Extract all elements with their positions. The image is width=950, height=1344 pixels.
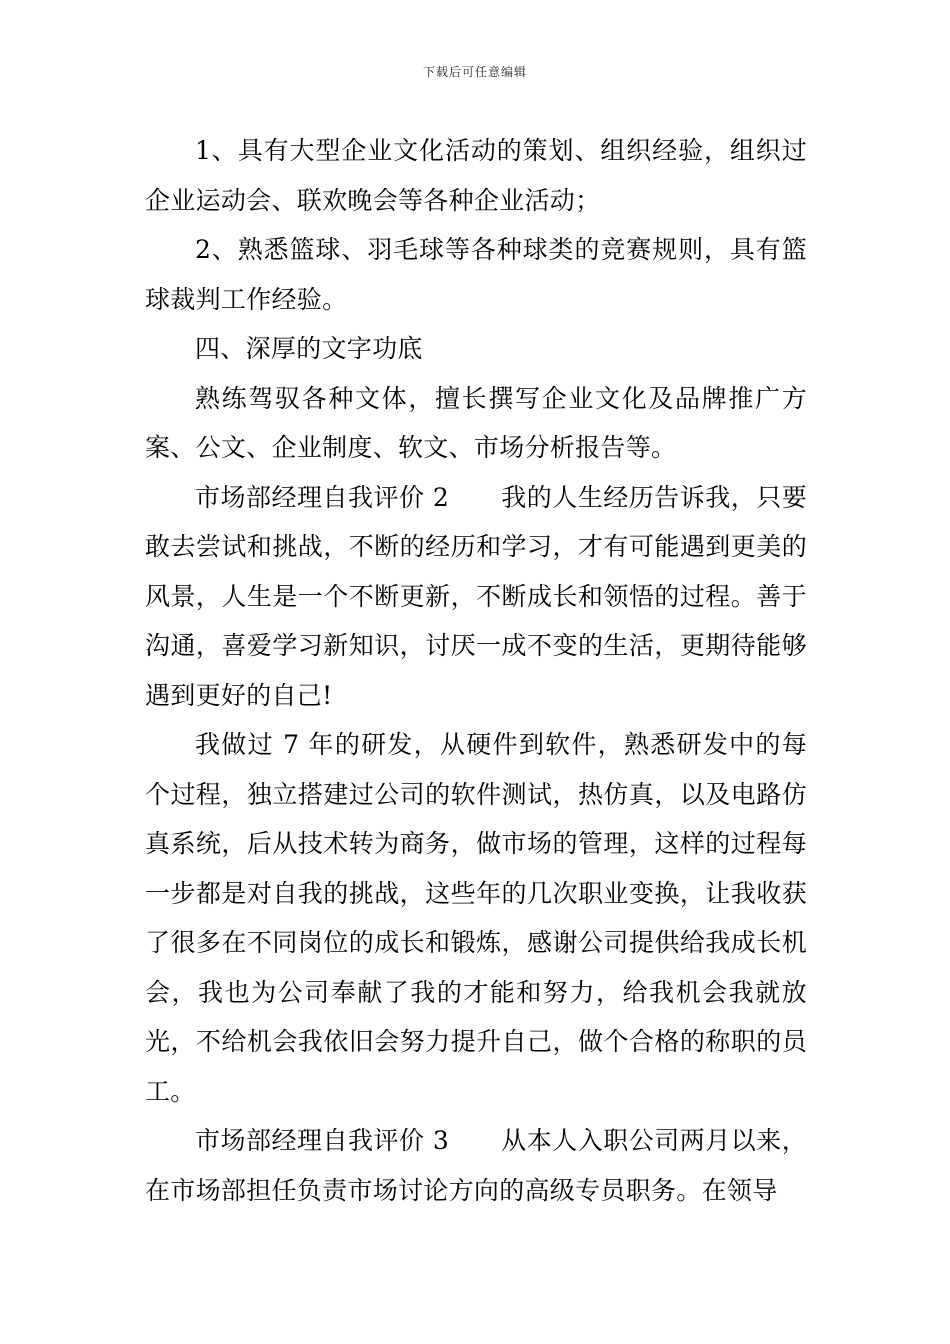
paragraph-text: 从本人入职公司两月以来，在市场部担任负责市场讨论方向的高级专员职务。在领导 xyxy=(145,1126,807,1205)
paragraph-item-2 xyxy=(145,225,807,324)
paragraph-text: 熟练驾驭各种文体，擅长撰写企业文化及品牌推广方案、公文、企业制度、软文、市场分析报告等。 xyxy=(145,383,807,462)
section-heading xyxy=(145,324,807,374)
paragraph-item-1 xyxy=(145,126,807,225)
paragraph-text: 我的人生经历告诉我，只要敢去尝试和挑战，不断的经历和学习，才有可能遇到更美的风景，人生是一个不断更新，不断成长和领悟的过程。善于沟通，喜爱学习新知识，讨厌一成不变的生活，更期待能够遇到更好的自己! xyxy=(145,482,807,710)
paragraph-writing-skills xyxy=(145,374,807,473)
evaluation-heading: 市场部经理自我评价 2 xyxy=(195,482,450,512)
evaluation-heading: 市场部经理自我评价 3 xyxy=(195,1126,450,1155)
paragraph-text: 我做过 7 年的研发，从硬件到软件，熟悉研发中的每个过程，独立搭建过公司的软件测试，热仿真，以及电路仿真系统，后从技术转为商务，做市场的管理，这样的过程每一步都是对自我的挑战，这些年的几次职业变换，让我收获了很多在不同岗位的成长和锻炼，感谢公司提供给我成长机会，我也为公司奉献了我的才能和努力，给我机会我就放光，不给机会我依旧会努力提升自己，做个合格的称职的员工。 xyxy=(145,730,807,1106)
document-body xyxy=(145,126,807,1215)
paragraph-evaluation-2 xyxy=(145,473,807,721)
paragraph-text: 2、熟悉篮球、羽毛球等各种球类的竞赛规则，具有篮球裁判工作经验。 xyxy=(145,235,807,314)
paragraph-text: 1、具有大型企业文化活动的策划、组织经验，组织过企业运动会、联欢晚会等各种企业活动； xyxy=(145,136,807,215)
paragraph-experience xyxy=(145,720,807,1116)
section-heading-text: 四、深厚的文字功底 xyxy=(195,334,423,363)
paragraph-evaluation-3 xyxy=(145,1116,807,1215)
page-header: 下载后可任意编辑 xyxy=(422,65,527,79)
